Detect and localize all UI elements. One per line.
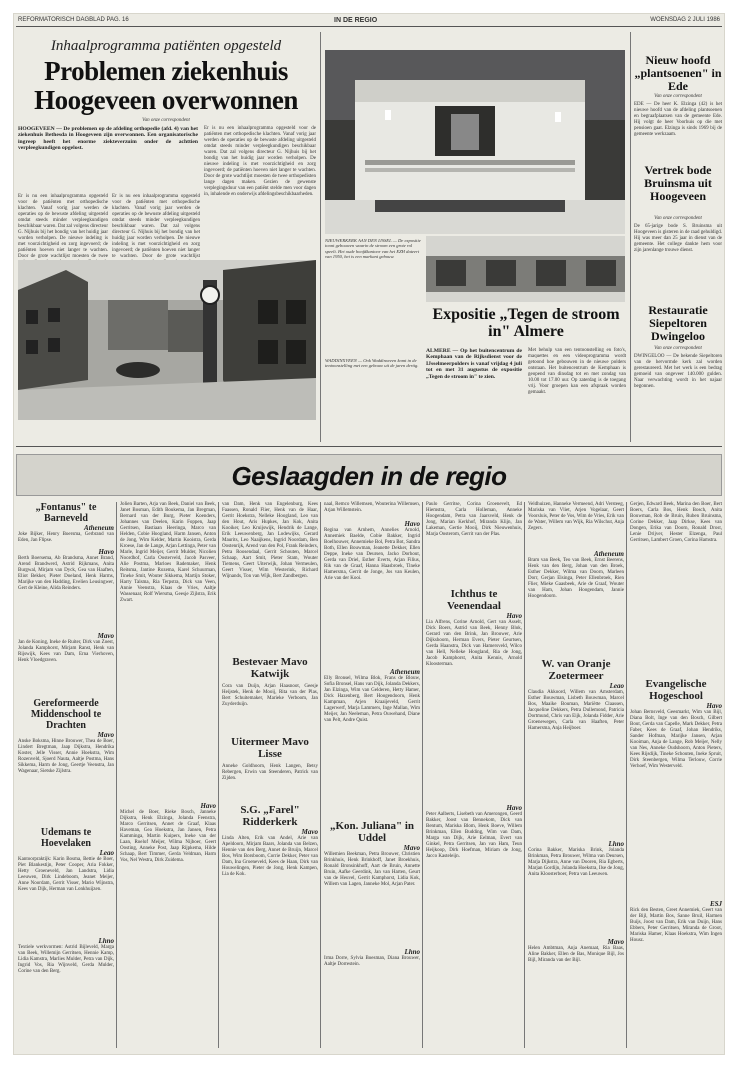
column-rule-5: [524, 502, 525, 1048]
school-type-esj: ESJ: [709, 900, 722, 908]
school-heading-drachten: Gereformeerde Middenschool te Drachten: [30, 698, 102, 731]
school-heading-udemans: Udemans te Hoevelaken: [40, 827, 92, 849]
names-katwijk: Cora van Duijn, Arjan Haasnoot, Geesje Heijstek, Henk de Mooij, Rita van der Plas, Bert Schuitemaker, Marieke Verboom, Jan Zuyderduijn.: [222, 684, 318, 707]
names-col7-top: Gerjen, Edward Beek, Marina den Boer, Bert Boers, Carla Bos, Henk Bosch, Anita Bouwman, Rob de Bruin, Ruben Bruinsma, Corine Dekker, Jaap Dirkse, Kees van Dongen, Erika van Doorn, Ronald Drost, Lenie Drijver, Hester Elzenga, Paul Gerritsen, Lambert Groen, Corina Hamstra.: [630, 502, 722, 543]
names-lhno-col6: Corina Bakker, Mariska Brink, Jolanda Brinkman, Petra Brouwer, Wilma van Deursen, Marja Dijkstra, Anne van Dooren, Ria Egberts, Marjan Gordijn, Jolanda Hoekstra, Ilse de Jong, Anita Kloosterboer, Petra van Leeuwen.: [528, 848, 624, 877]
column-rule-6: [626, 502, 627, 1048]
sidebar-item-byline-2: Van onze correspondent: [654, 216, 702, 221]
results-column-5: [426, 502, 522, 1048]
banner-title: Geslaagden in de regio: [231, 461, 507, 491]
names-mavo: Jan de Koning, Ineke de Ruiter, Dirk van Zoest, Jolanda Kamphorst, Mirjam Ranst, Henk van Rijswijk, Kees van Dam, Erna Vierhoven, Henk Vloedgraven.: [18, 640, 114, 663]
names-leao-col6: Claudia Akkoord, Willem van Amsterdam, Esther Bouwman, Lisbeth Bouwman, Marcel Bos, Maaike Bouman, Mariëtte Claassen, Jacqueline Dekkers, Petra Dullemond, Patricia Dortmund, Chris van Eijk, Jolanda Fidder, Arie Groenewegen, Carla van Haaften, Peter Hamersma, Anja Heijboer.: [528, 690, 624, 731]
school-type-havo-col7: Havo: [706, 702, 722, 710]
results-column-4: [324, 502, 420, 1048]
sidebar-item-headline-3: Restauratie Siepeltoren Dwingeloo: [648, 303, 708, 343]
school-type-lhno-col4: Lhno: [404, 948, 420, 956]
sidebar-item-body-1: EDE — De heer K. Elzinga (42) is het nieuwe hoofd van de afdeling plantsoenen en begraafplaatsen van de gemeente Ede. Hij volgt de heer Voorhuis op die met pensioen gaat. Elzinga is sinds 1969 bij de gemeente werkzaam.: [634, 102, 722, 137]
sidebar-item-body-2: De 65-jarige bode S. Bruinsma uit Hoogeveen is gisteren in de raad gehuldigd. Hij was meer dan 25 jaar in dienst van de gemeente. Het college dankte hem voor zijn jarenlange trouwe dienst.: [634, 224, 722, 253]
column-rule-1: [116, 502, 117, 1048]
school-type-mavo-uddel: Mavo: [403, 844, 420, 852]
school-type-havo-ichthus: Havo: [506, 612, 522, 620]
results-column-6: [528, 502, 624, 1048]
school-type-mavo-col6: Mavo: [607, 938, 624, 946]
names-atheneum-col6: Bram van Beek, Teo van Beek, Ernst Beerens, Henk van den Berg, Johan van den Broek, Esther Dekker, Wilma van Doorn, Marleen Dorr, Gerjan Elsinga, Peter Ellenbroek, Rien Flier, Mieke Gaasbeek, Arie de Graaf, Wouter van Ham, Johan Hoogendam, Jannie Hoogendoorn.: [528, 558, 624, 599]
names-col4-top: naal, Remco Willemsen, Wouterina Willemsen, Arjan Willemstein.: [324, 502, 420, 513]
school-type-leao: Leao: [99, 849, 114, 857]
results-column-7: [630, 502, 722, 1048]
results-column-3: [222, 502, 318, 1048]
expo-building-image: [325, 50, 625, 234]
expo-photo-caption: NIEUWERKERK AAN DEN IJSSEL — De expositie toont gebouwen waarin de stroom een grote rol speelt. Het oude hoofdkantoor van het EZH dateert van 1950, het is een markant gebouw.: [325, 238, 421, 260]
column-rule-4: [422, 502, 423, 1048]
lead-byline: Van onze correspondent: [142, 118, 190, 123]
school-type-atheneum-col6: Atheneum: [594, 550, 624, 558]
school-heading-zoetermeer: W. van Oranje Zoetermeer: [541, 658, 611, 682]
school-heading-uddel: „Kon. Juliana" in Uddel: [329, 820, 415, 844]
expo-headline: Expositie „Tegen de stroom in" Almere: [432, 306, 620, 340]
newspaper-page: [14, 14, 724, 1054]
names-havo-col4: Regina van Arnhem, Annelies Arnold, Annemiek Baelde, Cobie Bakker, Ingrid Boelhouwer, Annemieke Bol, Petra Bot, Sandra Both, Ellen Bouwman, Jeanette Dekker, Ellen Deppe, Ineke van Deursen, Jacko Dorhout, Gerda van Driel, Esther Everts, Arjan Filius, Rik van de Graaf, Hanna Haasbroek, Tineke Hamersma, Gerrit de Jonge, Jos van Keulen, Arie van der Kooi.: [324, 528, 420, 581]
school-type-lhno: Lhno: [98, 937, 114, 945]
sidebar-item-headline-1: Nieuw hoofd „plantsoenen" in Ede: [634, 53, 722, 93]
school-type-mavo-drachten: Mavo: [97, 731, 114, 739]
names-col3-a: van Dam, Henk van Engelenburg, Kees Faassen, Ronald Flier, Henk van de Haar, Gerrit Hoekstra, Nelleke Hoogland, Leo van den Hout, Aris Hupkes, Jan Kok, Anita Kooiker, Leo Kruijswijk, Hendrik de Lange, Erik Leeuwenberg, Jan Lodewijks, Gerard Maurits, Leo Naaijkens, Ingrid Noordam, Ben Oostenrijk, Arend van den Pol, Frank Reinders, Petra Roosendaal, Gerrit Schouten, Marcel Schaap, Aart Smit, Pieter Stam, Wouter Tiemens, Geert Uiterwijk, Johan Vermeulen, Geert Visser, Wim Westerink, Richard Wijnands, Ton van Wijk, Bert Zandbergen.: [222, 502, 318, 579]
names-leao: Kantoorpraktijk: Karin Bosma, Bettie de Boer, Piet Blankestijn, Peter Cooper, Aria Fokker, Hetty Groeneveld, Jan Landstra, Lidia Leeuwen, Dirk Lindeboom, Jeanet Meijer, Anne Noordam, Gerrit Visser, Mario Wijnstra, Kees van Dijk, Herman van Lonkhuijzen.: [18, 857, 114, 892]
sidebar-item-headline-2: Vertrek bode Bruinsma uit Hoogeveen: [644, 163, 712, 203]
names-col5-top: Paulo Gerritse, Corina Groenevelt, Ed Hiemstra, Carla Holleman, Anneke Hoogendam, Petra van Jaarsveld, Henk de Jong, Marian Kerkhof, Miranda Klijn, Jan Lakeman, Gertie Mooij, Dirk Nieuwenhuis, Marja Oosterom, Gerrit van der Plas.: [426, 502, 522, 537]
expo-building-image-2: [426, 236, 625, 302]
expo-photo-caption-2: WADDINXVEEN — Ook Waddinxveen komt in de tentoonstelling met een gebouw uit de jaren dertig.: [325, 358, 419, 369]
sidebar-item-body-3: DWINGELOO — De bekende Siepeltoren van de hervormde kerk zal worden gerestaureerd. Met het werk is een bedrag gemoeid van ongeveer 140.000 gulden. Naar verwachting wordt in het najaar begonnen.: [634, 354, 722, 389]
column-rule-2: [218, 502, 219, 1048]
school-type-lhno-col6: Lhno: [608, 840, 624, 848]
sidebar-item-byline-3: Van onze correspondent: [654, 346, 702, 351]
names-ichthus: Lia Alfrens, Corine Arnold, Gert van Asselt, Dick Boers, Astrid van Beek, Henny Blok, Gerard van den Brink, Jan Brouwer, Arie Dijkshoorn, Herman Evers, Pieter Geurtsen, Gerda Haanstra, Dick van Hamersveld, Wilco van Hell, Nelleke Hoogland, Ria de Jong, Jacob Kamphorst, Anita Kennis, Arnold Kloosterman.: [426, 620, 522, 667]
school-type-havo-col2: Havo: [200, 802, 216, 810]
names-havo: Berth Boersema, Ab Brandsma, Annet Brand, Arend Brandwerd, Astrid Rijkmans, Anita Burgwal, Mirjam van Dyck, Gea van Haaften, Eliot Bekker, Pieter Doeland, Henk Harms, Marijke van den Hadding, Evelien Leusingwer, Gert de Kleine, Alida Reinders.: [18, 556, 114, 591]
expo-building-photo-2: [426, 236, 625, 302]
lead-body-col1: Er is nu een inhaalprogramma opgesteld voor de patiënten met orthopedische klachten. Vanaf vorig jaar werden de operaties op de bewuste afdeling uitgesteld omdat steeds minder verpleegkundigen beschikbaar waren. Dat zal volgens directeur G. Nijhuis bij het bondig van het huidig jaar worden verholpen. De nieuwe indeling is met voorzichtigheid en zorg ingevoerd; de patiënten hoeven niet langer te wachten. Door de grote wachtlijst moesten de twee: [18, 194, 108, 259]
hospital-street-photo: [18, 260, 316, 420]
school-type-havo-col5: Havo: [506, 804, 522, 812]
school-type-havo: Havo: [98, 548, 114, 556]
names-col2-b: Michel de Boer, Rieke Bosch, Janneke Dijkstra, Henk Elzinga, Jolanda Feenstra, Marco Gerritsen, Annet de Graaf, Klaas Haveman, Gea Hoekstra, Jan Jansen, Petra Kamminga, Martin Kuipers, Ineke van der Laan, Roelof Meijer, Wilma Nijboer, Geert Oosting, Anneke Post, Jaap Rijpkema, Hilde Schaap, Bert Timmer, Gerda Veldman, Harm Vos, Nel Westra, Dirk Zuidema.: [120, 810, 216, 863]
sidebar-item-byline-1: Van onze correspondent: [654, 94, 702, 99]
header-date: WOENSDAG 2 JULI 1986: [650, 17, 720, 23]
column-divider: [320, 32, 321, 442]
expo-body: Met behulp van een tentoonstelling en foto's, maquettes en een videoprogramma wordt getoond hoe gebouwen in de nieuwe polders ontstaan. Het buitencentrum de Kemphaan is geopend van dinsdag tot en met zondag van 10.00 tot 17.00 uur. Op zaterdag is de toegang vrij. Voor groepen kan een afspraak worden gemaakt.: [528, 348, 626, 395]
school-heading-ichthus: Ichthus te Veenendaal: [447, 588, 501, 612]
school-type-havo-col4: Havo: [404, 520, 420, 528]
names-uddel: Willemien Beekman, Petra Brouwer, Christien Brinkhuis, Henk Brinkhoff, Janet Broekhuis, Ronald Bronsinkhoff, Aart de Bruin, Annette Bruin, Aafke Geerdink, Jan van Harten, Geurt van de Heuvel, Gerrit Kamphorst, Lidia Kok, Willem van Lagen, Janneke Mol, Arjan Pater.: [324, 852, 420, 887]
results-column-2: [120, 502, 216, 1048]
column-rule-3: [320, 502, 321, 1048]
lead-lede: HOOGEVEEN — De problemen op de afdeling orthopedie (afd. 4) van het ziekenhuis Bethesda in Hoogeveen zijn overwonnen. Een organisatorische ingreep heeft het enorme ziekteverzuim onder de achttien verpleegkundigen opgelost.: [18, 126, 198, 152]
school-type-mavo-farel: Mavo: [301, 828, 318, 836]
header-left: REFORMATORISCH DAGBLAD PAG. 16: [18, 17, 129, 23]
names-havo-col7: Johan Bernsveld, Geesmarkt, Wim van Bijl, Diana Bolt, Inge van den Bosch, Gilbert Bout, Gerda van Capelle, Mark Dekker, Petra Faber, Kees de Graaf, Johan Hendriks, Sander Hofman, Marijke Jansen, Arjan Kooiman, Anja de Lange, Rob Meijer, Nelly van Nes, Anneke Oudshoorn, Anton Pieters, Kees Rijsdijk, Tineke Schouten, Ineke Spruit, Dirk Steenbergen, Wilma Terlouw, Corrie Verhoef, Wim Westerveld.: [630, 710, 722, 769]
names-farel: Linda Alten, Erik van Andel, Arie van Apeldoorn, Mirjam Baars, Jolanda van Belzen, Hennie van den Berg, Annet de Bruijn, Marcel Bos, Wim Borsboom, Corrie Dekker, Peter van Dam, Ina Groeneveld, Kees de Haan, Dirk van Houwelingen, Pieter de Jong, Henk Kampen, Lia de Kok.: [222, 836, 318, 877]
expo-lede: ALMERE — Op het buitencentrum de Kemphaan van de Rijksdienst voor de IJsselmeerpolders is vanaf vrijdag 4 juli tot en met 31 augustus de expositie „Tegen de stroom in" te zien.: [426, 348, 522, 380]
school-heading-fontanus: „Fontanus" te Barneveld: [35, 502, 97, 524]
names-atheneum-col4: Elly Bronsel, Wilma Blok, Frans de Blouw, Sofia Bronsel, Hans van Dijk, Jolanda Dekkers, Jan Elzinga, Wim van Gelderen, Hetty Hamer, Dick Hazenberg, Bert Hoogendoorn, Henk Kampman, Arjen Kraaijeveld, Gerrit Lagerwerf, Marja Lammers, Inge Mallan, Wim Meijer, Jan Neeleman, Petra Ouwehand, Diane van Pelt, Andre Quist.: [324, 676, 420, 723]
sidebar-divider: [630, 32, 631, 442]
results-column-1: [18, 502, 114, 1048]
header-section: IN DE REGIO: [334, 17, 378, 24]
school-heading-lisse: Uitermeer Mavo Lisse: [231, 736, 309, 760]
banner-rule-top: [16, 446, 722, 447]
lead-headline-line2: Hoogeveen overwonnen: [34, 85, 298, 115]
names-mavo-col6: Helen Ambtman, Anja Anemaat, Ria Baas, Aline Bakker, Ellen de Bas, Monique Bijl, Jos Bijl, Miranda van der Bijl.: [528, 946, 624, 963]
names-col2-a: Jolien Barten, Arja van Beek, Daniel van Beek, Janet Bosman, Edith Boukema, Jan Bregman, Bernard van der Burg, Pieter Koenders, Johannes van Deelen, Karin Foppen, Jaap Gerritsen, Bastiaan Heeringa, Marco van Helden, Cobie Hoogland, Harm Jansen, Anton de Jong, Wim Kelder, Martin Kooistra, Gerda Kroese, Jan de Lange, Arjan Lettinga, Peter van Marle, Ingrid Meijer, Gerrit Mulder, Nicolien Noordhof, Carla Oosterveld, Jacob Pasveer, Alie Postma, Marloes Rademaker, Henk Reitsma, Jantine Rozema, Karel Schuurman, Tineke Smit, Wouter Sikkema, Martijn Stoker, Harry Talsma, Ria Terpstra, Dick van Veen, Annie Veenstra, Klaas de Vries, Aaltje Wassenaar, Rolf Wiersma, Geesje Zijlstra, Erik Zwart.: [120, 502, 216, 603]
hospital-street-image: [18, 260, 316, 420]
school-type-atheneum: Atheneum: [84, 524, 114, 532]
header-rule: [16, 26, 722, 27]
lead-body-right: Er is nu een inhaalprogramma opgesteld voor de patiënten met orthopedische klachten. Vanaf vorig jaar werden de operaties op de bewuste afdeling uitgesteld omdat steeds minder verpleegkundigen beschikbaar waren. Dat zal volgens directeur G. Nijhuis bij het bondig van het huidig jaar worden verholpen. De nieuwe indeling is met voorzichtigheid en zorg ingevoerd; de patiënten hoeven niet langer te wachten. Door de grote wachtlijst moesten de twee orthopedisten lange dagen maken. Gezien de gewenste verplegingsduur van een patiënt stelde men voor dagen in, inhalende en onderwijs afdelingsbeschikbaarheden.: [204, 126, 316, 197]
names-col6-top: Veldhuizen, Hanneke Vermeend, Adri Versteeg, Mariska van Vliet, Arjen Vogelaar, Geert Voorsluis, Peter de Vos, Wim de Vries, Erik van de Water, Willem van Wijk, Ria Wilschut, Anja Zegers.: [528, 502, 624, 531]
lead-kicker: Inhaalprogramma patiënten opgesteld: [50, 38, 282, 54]
lead-body-col2: Er is nu een inhaalprogramma opgesteld voor de patiënten met orthopedische klachten. Vanaf vorig jaar werden de operaties op de bewuste afdeling uitgesteld omdat steeds minder verpleegkundigen beschikbaar waren. Dat zal volgens directeur G. Nijhuis bij het bondig van het huidig jaar worden verholpen. De nieuwe indeling is met voorzichtigheid en zorg ingevoerd; de patiënten hoeven niet langer te wachten. Door de grote wachtlijst: [112, 194, 200, 259]
school-type-mavo: Mavo: [97, 632, 114, 640]
names-atheneum: Joke Bijker, Henry Boersma, Gerbrand van Eden, Jan Flipse.: [18, 532, 114, 543]
names-esj: Rick den Besten, Greet Annemiek, Geert van der Bijl, Martin Bos, Sanne Bruil, Harmen Buijs, Joost van Dam, Erik van Duijn, Hans Ebbers, Peter Gerritsen, Miranda de Groot, Mariska Hamer, Klaas Hoekstra, Wim Ingen Housz.: [630, 908, 722, 943]
school-heading-farel: S.G. „Farel" Ridderkerk: [240, 804, 300, 828]
school-heading-katwijk: Bestevaer Mavo Katwijk: [232, 656, 308, 680]
names-lisse: Anneke Goldhoorn, Henk Langen, Betsy Rebergen, Erwin van Steenderen, Patrick van Zijden.: [222, 764, 318, 781]
school-type-atheneum-col4: Atheneum: [390, 668, 420, 676]
names-mavo-drachten: Anske Boksma, Hinne Brouwer, Thea de Boer, Lindert Bregtman, Jaap Dijkstra, Hendrika Koster, Jelle Visser, Annie Hoekstra, Wim Rozenveld, Sjoerd Nauta, Aaltje Postma, Hans Sikkema, Harm de Jong, Geertje Veenstra, Jan Wagenaar, Sietske Zijlstra.: [18, 739, 114, 774]
school-heading-evangelische: Evangelische Hogeschool: [645, 678, 707, 702]
lead-headline-line1: Problemen ziekenhuis: [44, 56, 288, 86]
school-type-leao-col6: Leao: [609, 682, 624, 690]
names-lhno: Textiele werkvormen: Astrid Bijleveld, Marga van Beek, Willemijn Gerritsen, Hennie Kamp, Lidia Kamstra, Marlies Mulder, Petra van Dijk, Ingrid Vos, Ria Wijnveld, Gerda Mulder, Corine van den Berg.: [18, 945, 114, 974]
expo-building-photo: [325, 50, 625, 234]
names-havo-col5: Peter Aalberts, Lisebeth van Amerongen, Geerd Bakker, Joost van Bennekom, Dick van Bentum, Mariska Blom, Henk Boeve, Willem Brinkman, Ellen Budding, Wim van Dam, Marga van Dijk, Arie Eelman, Evert van Ginkel, Petra Gerritsen, Jan van Ham, Teun Heijkoop, Dirk Hoefman, Miriam de Jong, Jacco Kasteleijn.: [426, 812, 522, 859]
names-lhno-col4: Irma Dorre, Sylvia Boesman, Diana Brouwer, Aaltje Dorrestein.: [324, 956, 420, 967]
